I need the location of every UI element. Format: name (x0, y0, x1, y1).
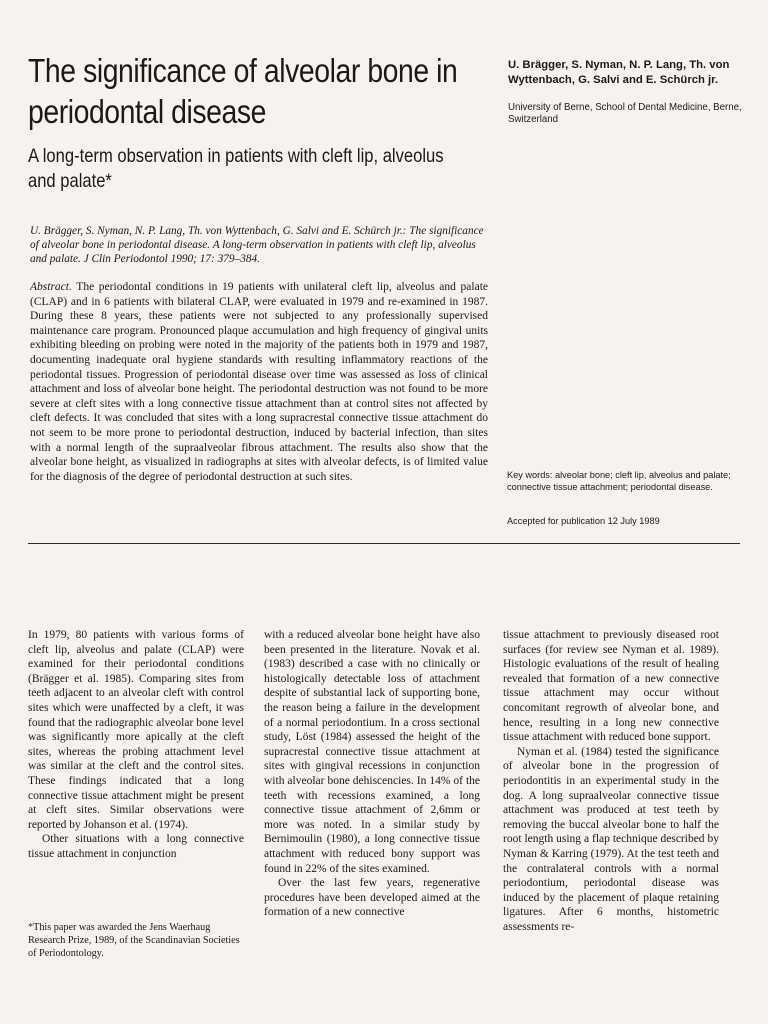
body-paragraph: Over the last few years, regenerative procedures have been developed aimed at the formation of a new connective (264, 877, 480, 919)
abstract-text: The periodontal conditions in 19 patients with unilateral cleft lip, alveolus and palate (CLAP) and in 6 patients with bilateral CLAP, were evaluated in 1979 and re-examined in 1987. During these 8 years, these patients were not subjected to any professionally supervised maintenance care program. Pronounced plaque accumulation and high frequency of gingival units exhibiting bleeding on probing were noted in the majority of the patients both in 1979 and 1987, documenting inadequate oral hygiene standards with resulting inflammatory reactions of the periodontal tissues. Progression of periodontal disease over time was assessed as loss of clinical attachment and loss of alveolar bone height. The periodontal destruction was not found to be more severe at cleft sites with a long connective tissue attachment than at control sites not affected by cleft defects. It was concluded that sites with a long supracrestal connective tissue attachment do not seem to be more prone to periodontal destruction, induced by bacterial infection, than sites with a normal length of the supraalveolar fibrous attachment. The results also show that the alveolar bone height, as visualized in radiographs at sites with alveolar defects, is of limited value for the diagnosis of the degree of periodontal destruction at such sites. (30, 281, 488, 483)
body-column-2 (264, 628, 480, 920)
body-column-3 (503, 628, 719, 934)
body-paragraph: In 1979, 80 patients with various forms of cleft lip, alveolus and palate (CLAP) were examined for their periodontal conditions (Brägger et al. 1985). Comparing sites from teeth adjacent to an alveolar cleft with control sites which were unaffected by a cleft, it was found that the radiographic alveolar bone level was significantly more apically at the cleft sites, whereas the probing attachment level was similar at the cleft and the control sites. These findings indicated that a long connective tissue attachment might be present at cleft sites. Similar observations were reported by Johanson et al. (1974). (28, 629, 244, 831)
accepted-date: Accepted for publication 12 July 1989 (507, 516, 660, 526)
section-divider (28, 543, 740, 544)
body-paragraph: with a reduced alveolar bone height have also been presented in the literature. Novak et al. (1983) described a case with no clinically or histologically detectable loss of attachment despite of substantial lack of supporting bone, the reason being a failure in the development of a normal periodontium. In a cross sectional study, Löst (1984) assessed the height of the supracrestal connective tissue attachment at sites with gingival recessions in conjunction with alveolar bone dehiscencies. In 14% of the teeth with recessions examined, a long connective tissue attachment of 2,6mm or more was noted. In a similar study by Bernimoulin (1980), a long connective tissue attachment with reduced bony support was found in 22% of the sites examined. (264, 629, 480, 875)
body-paragraph: tissue attachment to previously diseased root surfaces (for review see Nyman et al. 1989). Histologic evaluations of the result of healing revealed that formation of a new connective tissue attachment may occur without concomitant regrowth of alveolar bone, and hence, resulting in a long new connective tissue attachment with reduced bone support. (503, 629, 719, 744)
body-paragraph: Other situations with a long connective tissue attachment in conjunction (28, 833, 244, 860)
citation-block: U. Brägger, S. Nyman, N. P. Lang, Th. von Wyttenbach, G. Salvi and E. Schürch jr.: The significance of alveolar bone in periodontal disease. A long-term observation in patients with cleft lip, alveolus and palate. J Clin Periodontol 1990; 17: 379–384. (30, 225, 484, 265)
footnote: *This paper was awarded the Jens Waerhaug Research Prize, 1989, of the Scandinavian Societies of Periodontology. (28, 922, 240, 959)
article-title: The significance of alveolar bone in periodontal disease (28, 52, 458, 130)
abstract-label: Abstract. (30, 281, 72, 293)
affiliation: University of Berne, School of Dental Medicine, Berne, Switzerland (508, 102, 742, 125)
abstract-block (30, 280, 488, 484)
body-paragraph: Nyman et al. (1984) tested the significance of alveolar bone in the progression of periodontitis in an experimental study in the dog. A long supraalveolar connective tissue attachment was produced at test teeth by removing the buccal alveolar bone to half the root length using a flap technique described by Nyman & Karring (1979). At the test teeth and the contralateral controls with a normal periodontium, periodontal disease was induced by the placement of plaque retaining ligatures. After 6 months, histometric assessments re- (503, 745, 719, 933)
article-subtitle: A long-term observation in patients with cleft lip, alveolus and palate* (28, 145, 444, 192)
body-column-1 (28, 628, 244, 862)
author-list: U. Brägger, S. Nyman, N. P. Lang, Th. von Wyttenbach, G. Salvi and E. Schürch jr. (508, 59, 730, 86)
keywords: Key words: alveolar bone; cleft lip, alveolus and palate; connective tissue attachment; periodontal disease. (507, 470, 731, 492)
